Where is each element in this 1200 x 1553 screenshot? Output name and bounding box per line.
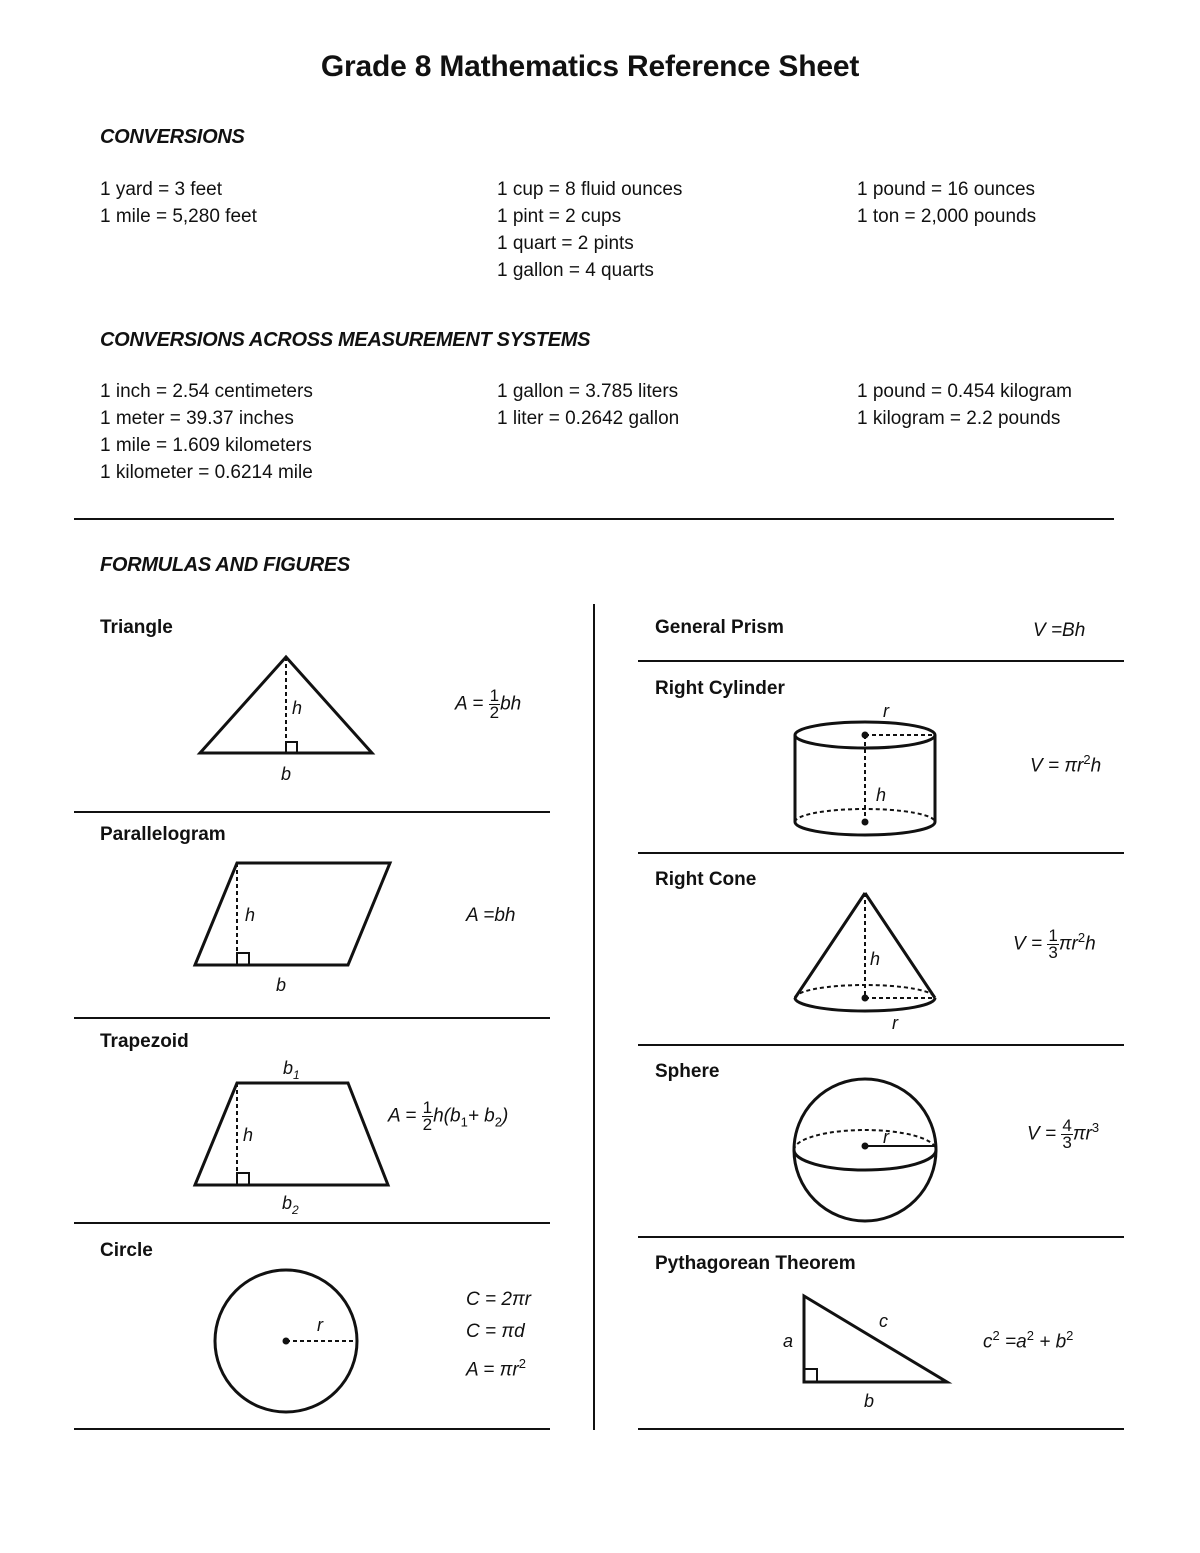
formula-rhs: h: [1085, 933, 1096, 955]
cone-figure: [785, 885, 950, 1035]
conversion-item: 1 gallon = 4 quarts: [497, 260, 654, 281]
base2-label: $b_2$: [282, 1193, 299, 1217]
conversion-item: 1 quart = 2 pints: [497, 233, 634, 254]
radius-label: r: [892, 1013, 898, 1033]
metric-weight-list: [857, 378, 1072, 432]
circle-figure: [205, 1262, 375, 1422]
formula-lhs: A: [455, 693, 467, 715]
conversion-item: 1 mile = 5,280 feet: [100, 206, 257, 227]
superscript: 2: [992, 1328, 1000, 1343]
superscript: 2: [1066, 1328, 1074, 1343]
conversion-item: 1 mile = 1.609 kilometers: [100, 435, 312, 456]
prism-title: General Prism: [655, 617, 784, 638]
height-label: h: [292, 698, 303, 718]
conversion-item: 1 kilometer = 0.6214 mile: [100, 462, 313, 483]
base-label: b: [276, 975, 287, 995]
base1-label: $b_1$: [283, 1058, 300, 1082]
right-angle-marker: [237, 1173, 249, 1185]
height-label: h: [876, 785, 887, 805]
formula-rhs: V = πr: [1030, 755, 1084, 777]
parallelogram-title: Parallelogram: [100, 824, 226, 845]
right-triangle-shape: [804, 1296, 947, 1382]
formula-rhs: A = πr: [466, 1359, 519, 1381]
fraction: [1047, 928, 1058, 961]
formula-rhs: =a: [1005, 1331, 1027, 1353]
leg-b-label: b: [864, 1391, 875, 1411]
formula-lhs: V: [1013, 933, 1026, 955]
fraction: [422, 1100, 433, 1133]
formula-rhs: bh: [500, 693, 522, 715]
formula-rhs: + b: [467, 1105, 495, 1127]
circle-title: Circle: [100, 1240, 153, 1261]
row-divider: [74, 1017, 550, 1019]
formula-rhs: ): [502, 1105, 509, 1127]
triangle-title: Triangle: [100, 617, 173, 638]
formula-rhs: + b: [1039, 1331, 1067, 1353]
pythagorean-formula: [983, 1328, 1073, 1353]
column-divider: [593, 604, 595, 1430]
trapezoid-figure: [185, 1055, 405, 1220]
triangle-figure: [190, 650, 390, 790]
cone-title: Right Cone: [655, 869, 757, 890]
leg-a-label: a: [783, 1331, 794, 1351]
sphere-formula: [1027, 1118, 1099, 1151]
circumference-diameter-formula: C = πd: [466, 1321, 525, 1342]
cylinder-figure: [785, 695, 945, 845]
conversion-item: 1 meter = 39.37 inches: [100, 408, 294, 429]
fraction-num: 1: [489, 686, 500, 705]
parallelogram-formula: A =bh: [466, 905, 516, 926]
superscript: 2: [1026, 1328, 1034, 1343]
conversion-item: 1 inch = 2.54 centimeters: [100, 381, 313, 402]
center-point: [862, 732, 869, 739]
formula-rhs: h: [1090, 755, 1102, 777]
circumference-formula: C = 2πr: [466, 1289, 531, 1310]
hypotenuse-label: c: [879, 1311, 888, 1331]
pythagorean-title: Pythagorean Theorem: [655, 1253, 856, 1274]
conversions-across-heading: CONVERSIONS ACROSS MEASUREMENT SYSTEMS: [100, 329, 591, 351]
triangle-formula: [455, 688, 521, 721]
formulas-heading: FORMULAS AND FIGURES: [100, 554, 350, 576]
sphere-figure: [785, 1072, 945, 1232]
conversions-weight-list: [857, 176, 1036, 230]
superscript: 2: [1083, 752, 1091, 767]
base-label: b: [281, 764, 292, 784]
conversions-volume-list: [497, 176, 682, 284]
cylinder-formula: [1030, 752, 1101, 777]
height-label: h: [245, 905, 256, 925]
subscript: 1: [460, 1114, 468, 1130]
conversion-item: 1 cup = 8 fluid ounces: [497, 179, 683, 200]
sphere-equator-front: [794, 1150, 936, 1170]
fraction-den: 3: [1062, 1133, 1072, 1152]
conversion-item: 1 gallon = 3.785 liters: [497, 381, 679, 402]
height-label: h: [870, 949, 881, 969]
right-angle-marker: [286, 742, 297, 753]
area-formula: [466, 1348, 531, 1386]
formula-eq: =: [405, 1105, 417, 1127]
height-label: h: [243, 1125, 254, 1145]
fraction: [489, 688, 500, 721]
conversions-heading: CONVERSIONS: [100, 126, 245, 148]
superscript: 3: [1091, 1120, 1100, 1136]
row-divider: [638, 1428, 1124, 1430]
trapezoid-shape: [195, 1083, 388, 1185]
prism-formula: V =Bh: [1033, 620, 1086, 641]
parallelogram-shape: [195, 863, 390, 965]
trapezoid-formula: [388, 1100, 508, 1133]
right-triangle-figure: [775, 1288, 965, 1418]
row-divider: [638, 1236, 1124, 1238]
conversions-length-list: [100, 176, 257, 230]
fraction: [1061, 1118, 1072, 1151]
center-point: [862, 995, 869, 1002]
conversion-item: 1 pound = 0.454 kilogram: [857, 381, 1072, 402]
fraction-num: 1: [1048, 926, 1058, 945]
formula-eq: =: [1030, 933, 1043, 955]
cone-side: [795, 893, 865, 998]
right-angle-marker: [237, 953, 249, 965]
subscript: 2: [494, 1114, 502, 1130]
conversion-item: 1 pound = 16 ounces: [857, 179, 1036, 200]
circle-formulas: [466, 1284, 531, 1386]
formula-rhs: πr: [1072, 1123, 1092, 1145]
radius-label: r: [883, 1127, 889, 1147]
metric-length-list: [100, 378, 313, 486]
right-angle-marker: [804, 1369, 817, 1382]
trapezoid-title: Trapezoid: [100, 1031, 189, 1052]
row-divider: [638, 660, 1124, 662]
sphere-outline: [794, 1079, 936, 1221]
center-point: [862, 1143, 869, 1150]
conversion-item: 1 ton = 2,000 pounds: [857, 206, 1037, 227]
fraction-den: 2: [489, 703, 500, 722]
formula-rhs: h(b: [433, 1105, 461, 1127]
conversion-item: 1 liter = 0.2642 gallon: [497, 408, 680, 429]
superscript: 2: [518, 1356, 526, 1371]
section-divider: [74, 518, 1114, 520]
row-divider: [74, 811, 550, 813]
fraction-num: 4: [1062, 1116, 1072, 1135]
radius-label: r: [317, 1315, 323, 1335]
conversion-item: 1 yard = 3 feet: [100, 179, 222, 200]
fraction-den: 2: [422, 1115, 433, 1134]
cone-formula: [1013, 928, 1096, 961]
sphere-title: Sphere: [655, 1061, 720, 1082]
page-title: Grade 8 Mathematics Reference Sheet: [320, 50, 860, 83]
conversion-item: 1 kilogram = 2.2 pounds: [857, 408, 1061, 429]
metric-volume-list: [497, 378, 679, 432]
row-divider: [638, 852, 1124, 854]
fraction-den: 3: [1048, 943, 1058, 962]
row-divider: [638, 1044, 1124, 1046]
center-point: [862, 819, 869, 826]
radius-label: r: [883, 701, 889, 721]
row-divider: [74, 1428, 550, 1430]
formula-lhs: A: [388, 1105, 400, 1127]
formula-lhs: V: [1027, 1123, 1040, 1145]
parallelogram-figure: [185, 855, 405, 995]
formula-lhs: c: [983, 1331, 993, 1353]
superscript: 2: [1077, 930, 1086, 946]
formula-eq: =: [1044, 1123, 1057, 1145]
cylinder-title: Right Cylinder: [655, 678, 785, 699]
cone-side: [865, 893, 935, 998]
formula-eq: =: [472, 693, 484, 715]
conversion-item: 1 pint = 2 cups: [497, 206, 622, 227]
formula-rhs: πr: [1058, 933, 1078, 955]
row-divider: [74, 1222, 550, 1224]
fraction-num: 1: [422, 1098, 433, 1117]
